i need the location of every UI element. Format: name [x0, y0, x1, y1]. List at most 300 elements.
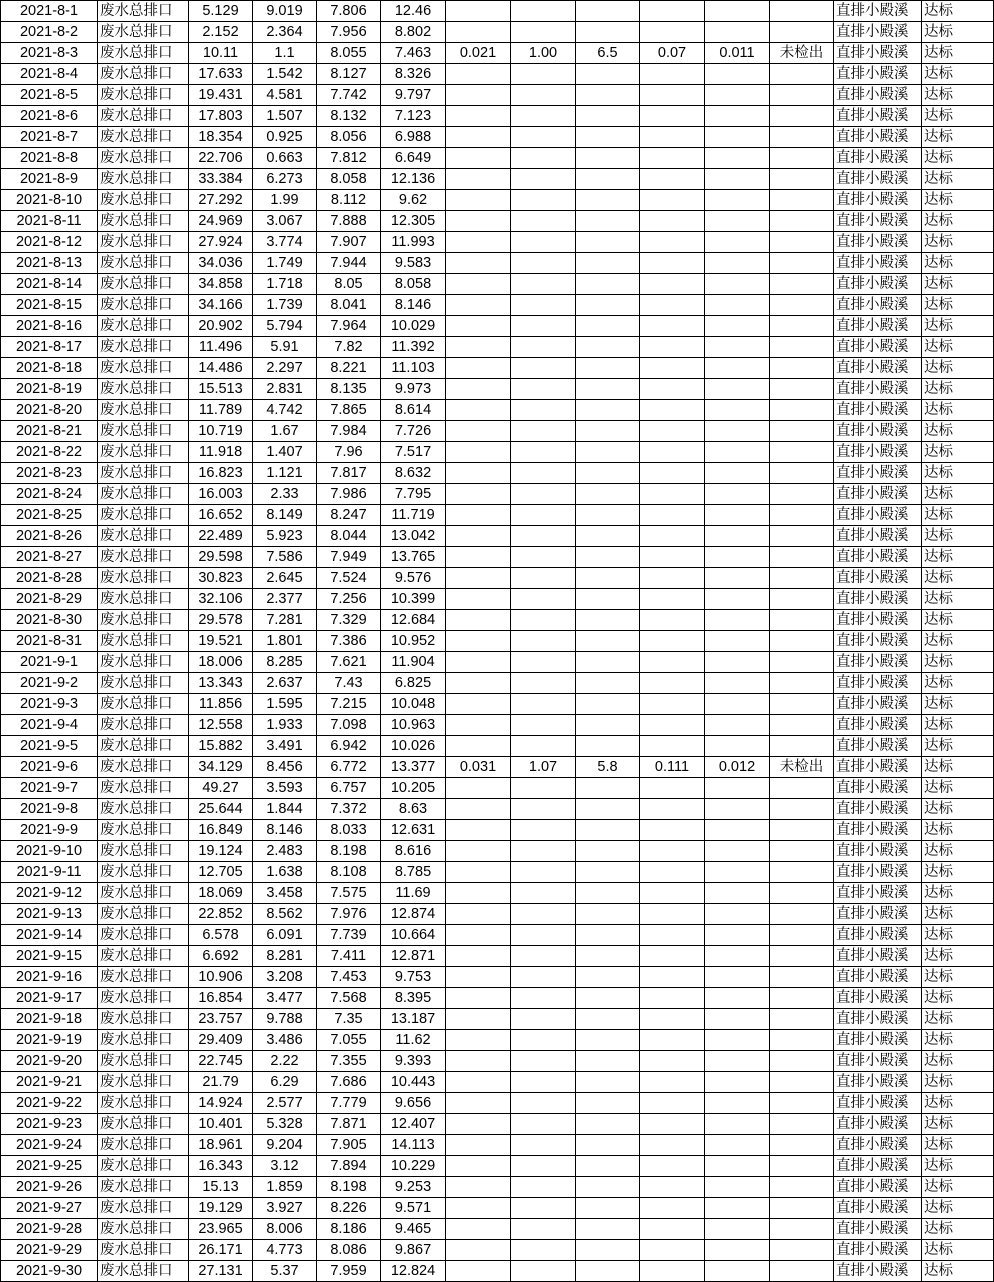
value-8-cell[interactable]	[640, 442, 705, 463]
value-10-cell[interactable]	[770, 190, 834, 211]
value-1-cell[interactable]: 34.166	[189, 295, 253, 316]
discharge-destination-cell[interactable]: 直排小殿溪	[834, 736, 922, 757]
value-7-cell[interactable]	[576, 820, 640, 841]
monitoring-point-cell[interactable]: 废水总排口	[98, 652, 189, 673]
value-9-cell[interactable]	[705, 253, 770, 274]
value-7-cell[interactable]	[576, 442, 640, 463]
value-4-cell[interactable]: 12.136	[381, 169, 446, 190]
date-cell[interactable]: 2021-9-30	[1, 1261, 98, 1282]
value-8-cell[interactable]	[640, 967, 705, 988]
value-8-cell[interactable]	[640, 316, 705, 337]
value-9-cell[interactable]	[705, 862, 770, 883]
value-8-cell[interactable]: 0.07	[640, 43, 705, 64]
monitoring-point-cell[interactable]: 废水总排口	[98, 379, 189, 400]
discharge-destination-cell[interactable]: 直排小殿溪	[834, 547, 922, 568]
value-6-cell[interactable]	[511, 610, 576, 631]
value-5-cell[interactable]	[446, 1240, 511, 1261]
value-4-cell[interactable]: 10.664	[381, 925, 446, 946]
compliance-cell[interactable]: 达标	[922, 211, 994, 232]
value-1-cell[interactable]: 5.129	[189, 1, 253, 22]
value-9-cell[interactable]	[705, 484, 770, 505]
value-5-cell[interactable]	[446, 127, 511, 148]
value-2-cell[interactable]: 1.407	[253, 442, 317, 463]
value-5-cell[interactable]	[446, 106, 511, 127]
value-2-cell[interactable]: 1.933	[253, 715, 317, 736]
date-cell[interactable]: 2021-9-20	[1, 1051, 98, 1072]
value-9-cell[interactable]	[705, 337, 770, 358]
value-3-cell[interactable]: 8.127	[317, 64, 381, 85]
value-5-cell[interactable]	[446, 925, 511, 946]
value-5-cell[interactable]	[446, 379, 511, 400]
value-8-cell[interactable]	[640, 253, 705, 274]
value-3-cell[interactable]: 7.959	[317, 1261, 381, 1282]
date-cell[interactable]: 2021-8-5	[1, 85, 98, 106]
value-1-cell[interactable]: 15.513	[189, 379, 253, 400]
value-7-cell[interactable]	[576, 988, 640, 1009]
monitoring-point-cell[interactable]: 废水总排口	[98, 43, 189, 64]
value-8-cell[interactable]	[640, 925, 705, 946]
value-7-cell[interactable]	[576, 967, 640, 988]
discharge-destination-cell[interactable]: 直排小殿溪	[834, 1114, 922, 1135]
value-2-cell[interactable]: 9.204	[253, 1135, 317, 1156]
monitoring-point-cell[interactable]: 废水总排口	[98, 484, 189, 505]
value-10-cell[interactable]	[770, 946, 834, 967]
value-10-cell[interactable]	[770, 169, 834, 190]
value-4-cell[interactable]: 6.649	[381, 148, 446, 169]
date-cell[interactable]: 2021-8-14	[1, 274, 98, 295]
value-10-cell[interactable]	[770, 1240, 834, 1261]
value-2-cell[interactable]: 0.925	[253, 127, 317, 148]
monitoring-point-cell[interactable]: 废水总排口	[98, 127, 189, 148]
date-cell[interactable]: 2021-8-22	[1, 442, 98, 463]
value-5-cell[interactable]	[446, 1177, 511, 1198]
value-5-cell[interactable]	[446, 988, 511, 1009]
value-1-cell[interactable]: 27.131	[189, 1261, 253, 1282]
value-7-cell[interactable]	[576, 1114, 640, 1135]
value-8-cell[interactable]	[640, 1114, 705, 1135]
value-9-cell[interactable]	[705, 127, 770, 148]
value-8-cell[interactable]	[640, 295, 705, 316]
compliance-cell[interactable]: 达标	[922, 1135, 994, 1156]
value-10-cell[interactable]	[770, 379, 834, 400]
value-7-cell[interactable]	[576, 736, 640, 757]
value-9-cell[interactable]	[705, 1240, 770, 1261]
value-4-cell[interactable]: 9.576	[381, 568, 446, 589]
value-5-cell[interactable]	[446, 295, 511, 316]
value-1-cell[interactable]: 12.558	[189, 715, 253, 736]
value-5-cell[interactable]	[446, 1219, 511, 1240]
discharge-destination-cell[interactable]: 直排小殿溪	[834, 904, 922, 925]
value-5-cell[interactable]: 0.031	[446, 757, 511, 778]
value-8-cell[interactable]	[640, 379, 705, 400]
value-7-cell[interactable]	[576, 547, 640, 568]
value-4-cell[interactable]: 11.62	[381, 1030, 446, 1051]
value-7-cell[interactable]	[576, 190, 640, 211]
value-10-cell[interactable]	[770, 505, 834, 526]
value-3-cell[interactable]: 7.355	[317, 1051, 381, 1072]
discharge-destination-cell[interactable]: 直排小殿溪	[834, 421, 922, 442]
value-6-cell[interactable]	[511, 190, 576, 211]
value-10-cell[interactable]	[770, 1093, 834, 1114]
value-10-cell[interactable]	[770, 862, 834, 883]
value-7-cell[interactable]	[576, 274, 640, 295]
value-2-cell[interactable]: 1.844	[253, 799, 317, 820]
value-6-cell[interactable]	[511, 547, 576, 568]
value-9-cell[interactable]	[705, 526, 770, 547]
compliance-cell[interactable]: 达标	[922, 778, 994, 799]
value-4-cell[interactable]: 8.632	[381, 463, 446, 484]
value-4-cell[interactable]: 9.571	[381, 1198, 446, 1219]
value-3-cell[interactable]: 7.621	[317, 652, 381, 673]
monitoring-point-cell[interactable]: 废水总排口	[98, 169, 189, 190]
value-6-cell[interactable]	[511, 946, 576, 967]
value-7-cell[interactable]	[576, 295, 640, 316]
value-4-cell[interactable]: 8.058	[381, 274, 446, 295]
value-5-cell[interactable]	[446, 316, 511, 337]
discharge-destination-cell[interactable]: 直排小殿溪	[834, 232, 922, 253]
value-4-cell[interactable]: 11.69	[381, 883, 446, 904]
discharge-destination-cell[interactable]: 直排小殿溪	[834, 295, 922, 316]
value-1-cell[interactable]: 18.069	[189, 883, 253, 904]
value-9-cell[interactable]	[705, 232, 770, 253]
value-3-cell[interactable]: 7.372	[317, 799, 381, 820]
compliance-cell[interactable]: 达标	[922, 1114, 994, 1135]
monitoring-point-cell[interactable]: 废水总排口	[98, 358, 189, 379]
value-4-cell[interactable]: 8.614	[381, 400, 446, 421]
value-9-cell[interactable]	[705, 64, 770, 85]
value-4-cell[interactable]: 13.187	[381, 1009, 446, 1030]
value-4-cell[interactable]: 7.726	[381, 421, 446, 442]
value-6-cell[interactable]	[511, 1030, 576, 1051]
value-3-cell[interactable]: 8.044	[317, 526, 381, 547]
monitoring-point-cell[interactable]: 废水总排口	[98, 1009, 189, 1030]
value-10-cell[interactable]	[770, 925, 834, 946]
value-6-cell[interactable]	[511, 1, 576, 22]
compliance-cell[interactable]: 达标	[922, 64, 994, 85]
value-8-cell[interactable]	[640, 463, 705, 484]
value-3-cell[interactable]: 7.43	[317, 673, 381, 694]
value-1-cell[interactable]: 13.343	[189, 673, 253, 694]
value-5-cell[interactable]	[446, 841, 511, 862]
value-6-cell[interactable]	[511, 673, 576, 694]
discharge-destination-cell[interactable]: 直排小殿溪	[834, 1240, 922, 1261]
value-8-cell[interactable]	[640, 1261, 705, 1282]
value-7-cell[interactable]	[576, 85, 640, 106]
compliance-cell[interactable]: 达标	[922, 148, 994, 169]
date-cell[interactable]: 2021-9-10	[1, 841, 98, 862]
date-cell[interactable]: 2021-8-30	[1, 610, 98, 631]
value-6-cell[interactable]	[511, 631, 576, 652]
value-10-cell[interactable]	[770, 547, 834, 568]
value-9-cell[interactable]	[705, 400, 770, 421]
compliance-cell[interactable]: 达标	[922, 1093, 994, 1114]
value-7-cell[interactable]	[576, 610, 640, 631]
value-5-cell[interactable]	[446, 1135, 511, 1156]
value-9-cell[interactable]	[705, 652, 770, 673]
compliance-cell[interactable]: 达标	[922, 1240, 994, 1261]
monitoring-point-cell[interactable]: 废水总排口	[98, 736, 189, 757]
monitoring-point-cell[interactable]: 废水总排口	[98, 883, 189, 904]
discharge-destination-cell[interactable]: 直排小殿溪	[834, 589, 922, 610]
monitoring-point-cell[interactable]: 废水总排口	[98, 106, 189, 127]
value-3-cell[interactable]: 7.568	[317, 988, 381, 1009]
monitoring-point-cell[interactable]: 废水总排口	[98, 64, 189, 85]
value-1-cell[interactable]: 14.924	[189, 1093, 253, 1114]
value-10-cell[interactable]	[770, 253, 834, 274]
value-6-cell[interactable]	[511, 442, 576, 463]
value-4-cell[interactable]: 9.583	[381, 253, 446, 274]
compliance-cell[interactable]: 达标	[922, 190, 994, 211]
date-cell[interactable]: 2021-9-4	[1, 715, 98, 736]
compliance-cell[interactable]: 达标	[922, 442, 994, 463]
value-9-cell[interactable]	[705, 274, 770, 295]
compliance-cell[interactable]: 达标	[922, 1261, 994, 1282]
value-5-cell[interactable]	[446, 778, 511, 799]
value-8-cell[interactable]	[640, 673, 705, 694]
date-cell[interactable]: 2021-8-11	[1, 211, 98, 232]
discharge-destination-cell[interactable]: 直排小殿溪	[834, 862, 922, 883]
value-1-cell[interactable]: 23.757	[189, 1009, 253, 1030]
value-1-cell[interactable]: 16.652	[189, 505, 253, 526]
value-9-cell[interactable]	[705, 211, 770, 232]
monitoring-point-cell[interactable]: 废水总排口	[98, 778, 189, 799]
value-2-cell[interactable]: 5.794	[253, 316, 317, 337]
value-6-cell[interactable]	[511, 463, 576, 484]
value-2-cell[interactable]: 1.99	[253, 190, 317, 211]
date-cell[interactable]: 2021-8-17	[1, 337, 98, 358]
monitoring-point-cell[interactable]: 废水总排口	[98, 799, 189, 820]
discharge-destination-cell[interactable]: 直排小殿溪	[834, 715, 922, 736]
discharge-destination-cell[interactable]: 直排小殿溪	[834, 631, 922, 652]
value-9-cell[interactable]	[705, 547, 770, 568]
value-8-cell[interactable]	[640, 1219, 705, 1240]
value-5-cell[interactable]	[446, 589, 511, 610]
date-cell[interactable]: 2021-8-23	[1, 463, 98, 484]
value-5-cell[interactable]	[446, 1030, 511, 1051]
value-2-cell[interactable]: 3.491	[253, 736, 317, 757]
value-10-cell[interactable]	[770, 967, 834, 988]
value-2-cell[interactable]: 3.067	[253, 211, 317, 232]
value-9-cell[interactable]: 0.012	[705, 757, 770, 778]
value-7-cell[interactable]	[576, 463, 640, 484]
value-4-cell[interactable]: 9.867	[381, 1240, 446, 1261]
value-8-cell[interactable]	[640, 589, 705, 610]
value-1-cell[interactable]: 27.924	[189, 232, 253, 253]
value-7-cell[interactable]: 6.5	[576, 43, 640, 64]
discharge-destination-cell[interactable]: 直排小殿溪	[834, 400, 922, 421]
compliance-cell[interactable]: 达标	[922, 715, 994, 736]
date-cell[interactable]: 2021-8-3	[1, 43, 98, 64]
value-8-cell[interactable]	[640, 736, 705, 757]
date-cell[interactable]: 2021-9-24	[1, 1135, 98, 1156]
value-4-cell[interactable]: 7.795	[381, 484, 446, 505]
compliance-cell[interactable]: 达标	[922, 253, 994, 274]
value-8-cell[interactable]	[640, 778, 705, 799]
value-3-cell[interactable]: 7.686	[317, 1072, 381, 1093]
value-6-cell[interactable]	[511, 295, 576, 316]
value-3-cell[interactable]: 7.944	[317, 253, 381, 274]
compliance-cell[interactable]: 达标	[922, 295, 994, 316]
value-5-cell[interactable]	[446, 1009, 511, 1030]
monitoring-point-cell[interactable]: 废水总排口	[98, 253, 189, 274]
value-10-cell[interactable]	[770, 1114, 834, 1135]
value-5-cell[interactable]	[446, 820, 511, 841]
value-8-cell[interactable]	[640, 127, 705, 148]
value-1-cell[interactable]: 20.902	[189, 316, 253, 337]
value-1-cell[interactable]: 17.633	[189, 64, 253, 85]
value-10-cell[interactable]	[770, 883, 834, 904]
value-9-cell[interactable]	[705, 568, 770, 589]
value-4-cell[interactable]: 11.719	[381, 505, 446, 526]
compliance-cell[interactable]: 达标	[922, 463, 994, 484]
value-7-cell[interactable]	[576, 631, 640, 652]
date-cell[interactable]: 2021-9-8	[1, 799, 98, 820]
value-2-cell[interactable]: 3.12	[253, 1156, 317, 1177]
value-9-cell[interactable]	[705, 358, 770, 379]
value-5-cell[interactable]	[446, 736, 511, 757]
value-9-cell[interactable]	[705, 925, 770, 946]
monitoring-point-cell[interactable]: 废水总排口	[98, 1135, 189, 1156]
value-10-cell[interactable]	[770, 589, 834, 610]
value-7-cell[interactable]: 5.8	[576, 757, 640, 778]
value-3-cell[interactable]: 7.865	[317, 400, 381, 421]
value-5-cell[interactable]	[446, 442, 511, 463]
discharge-destination-cell[interactable]: 直排小殿溪	[834, 64, 922, 85]
value-1-cell[interactable]: 16.849	[189, 820, 253, 841]
value-8-cell[interactable]	[640, 1, 705, 22]
monitoring-point-cell[interactable]: 废水总排口	[98, 421, 189, 442]
value-3-cell[interactable]: 7.055	[317, 1030, 381, 1051]
value-5-cell[interactable]	[446, 652, 511, 673]
value-6-cell[interactable]	[511, 1093, 576, 1114]
value-2-cell[interactable]: 6.29	[253, 1072, 317, 1093]
value-8-cell[interactable]	[640, 841, 705, 862]
value-1-cell[interactable]: 11.496	[189, 337, 253, 358]
value-7-cell[interactable]	[576, 64, 640, 85]
value-8-cell[interactable]	[640, 106, 705, 127]
value-1-cell[interactable]: 22.489	[189, 526, 253, 547]
value-10-cell[interactable]	[770, 22, 834, 43]
monitoring-point-cell[interactable]: 废水总排口	[98, 148, 189, 169]
compliance-cell[interactable]: 达标	[922, 274, 994, 295]
value-2-cell[interactable]: 1.859	[253, 1177, 317, 1198]
value-10-cell[interactable]	[770, 1030, 834, 1051]
compliance-cell[interactable]: 达标	[922, 400, 994, 421]
value-10-cell[interactable]	[770, 484, 834, 505]
value-10-cell[interactable]: 未检出	[770, 757, 834, 778]
discharge-destination-cell[interactable]: 直排小殿溪	[834, 757, 922, 778]
value-3-cell[interactable]: 8.198	[317, 841, 381, 862]
date-cell[interactable]: 2021-8-7	[1, 127, 98, 148]
value-6-cell[interactable]	[511, 148, 576, 169]
discharge-destination-cell[interactable]: 直排小殿溪	[834, 778, 922, 799]
date-cell[interactable]: 2021-9-14	[1, 925, 98, 946]
value-8-cell[interactable]	[640, 631, 705, 652]
value-1-cell[interactable]: 16.003	[189, 484, 253, 505]
date-cell[interactable]: 2021-8-27	[1, 547, 98, 568]
date-cell[interactable]: 2021-8-26	[1, 526, 98, 547]
value-5-cell[interactable]	[446, 85, 511, 106]
discharge-destination-cell[interactable]: 直排小殿溪	[834, 379, 922, 400]
monitoring-point-cell[interactable]: 废水总排口	[98, 211, 189, 232]
value-9-cell[interactable]	[705, 715, 770, 736]
compliance-cell[interactable]: 达标	[922, 925, 994, 946]
value-1-cell[interactable]: 25.644	[189, 799, 253, 820]
value-3-cell[interactable]: 8.221	[317, 358, 381, 379]
value-3-cell[interactable]: 7.907	[317, 232, 381, 253]
value-5-cell[interactable]	[446, 1156, 511, 1177]
value-1-cell[interactable]: 21.79	[189, 1072, 253, 1093]
value-8-cell[interactable]	[640, 862, 705, 883]
value-7-cell[interactable]	[576, 505, 640, 526]
monitoring-point-cell[interactable]: 废水总排口	[98, 673, 189, 694]
compliance-cell[interactable]: 达标	[922, 484, 994, 505]
value-10-cell[interactable]	[770, 1072, 834, 1093]
compliance-cell[interactable]: 达标	[922, 1177, 994, 1198]
date-cell[interactable]: 2021-8-13	[1, 253, 98, 274]
value-6-cell[interactable]	[511, 1219, 576, 1240]
value-2-cell[interactable]: 1.1	[253, 43, 317, 64]
value-10-cell[interactable]	[770, 337, 834, 358]
value-1-cell[interactable]: 29.598	[189, 547, 253, 568]
value-4-cell[interactable]: 11.392	[381, 337, 446, 358]
value-2-cell[interactable]: 5.328	[253, 1114, 317, 1135]
value-9-cell[interactable]	[705, 589, 770, 610]
value-6-cell[interactable]	[511, 1114, 576, 1135]
value-3-cell[interactable]: 8.132	[317, 106, 381, 127]
value-10-cell[interactable]	[770, 694, 834, 715]
value-9-cell[interactable]	[705, 505, 770, 526]
monitoring-point-cell[interactable]: 废水总排口	[98, 862, 189, 883]
value-1-cell[interactable]: 17.803	[189, 106, 253, 127]
discharge-destination-cell[interactable]: 直排小殿溪	[834, 442, 922, 463]
value-3-cell[interactable]: 7.956	[317, 22, 381, 43]
value-8-cell[interactable]	[640, 883, 705, 904]
value-6-cell[interactable]	[511, 925, 576, 946]
discharge-destination-cell[interactable]: 直排小殿溪	[834, 358, 922, 379]
value-6-cell[interactable]	[511, 22, 576, 43]
value-5-cell[interactable]	[446, 799, 511, 820]
value-10-cell[interactable]	[770, 295, 834, 316]
value-5-cell[interactable]	[446, 253, 511, 274]
value-2-cell[interactable]: 6.273	[253, 169, 317, 190]
value-1-cell[interactable]: 10.719	[189, 421, 253, 442]
value-1-cell[interactable]: 34.129	[189, 757, 253, 778]
value-1-cell[interactable]: 10.401	[189, 1114, 253, 1135]
value-2-cell[interactable]: 9.019	[253, 1, 317, 22]
value-1-cell[interactable]: 19.521	[189, 631, 253, 652]
discharge-destination-cell[interactable]: 直排小殿溪	[834, 1051, 922, 1072]
value-10-cell[interactable]	[770, 1009, 834, 1030]
monitoring-point-cell[interactable]: 废水总排口	[98, 1219, 189, 1240]
value-4-cell[interactable]: 8.395	[381, 988, 446, 1009]
monitoring-point-cell[interactable]: 废水总排口	[98, 442, 189, 463]
value-7-cell[interactable]	[576, 421, 640, 442]
discharge-destination-cell[interactable]: 直排小殿溪	[834, 1072, 922, 1093]
date-cell[interactable]: 2021-8-15	[1, 295, 98, 316]
compliance-cell[interactable]: 达标	[922, 169, 994, 190]
value-3-cell[interactable]: 8.055	[317, 43, 381, 64]
monitoring-point-cell[interactable]: 废水总排口	[98, 988, 189, 1009]
date-cell[interactable]: 2021-9-5	[1, 736, 98, 757]
value-4-cell[interactable]: 8.63	[381, 799, 446, 820]
value-9-cell[interactable]	[705, 694, 770, 715]
value-4-cell[interactable]: 9.465	[381, 1219, 446, 1240]
monitoring-point-cell[interactable]: 废水总排口	[98, 610, 189, 631]
value-9-cell[interactable]	[705, 169, 770, 190]
value-10-cell[interactable]	[770, 715, 834, 736]
value-8-cell[interactable]	[640, 85, 705, 106]
